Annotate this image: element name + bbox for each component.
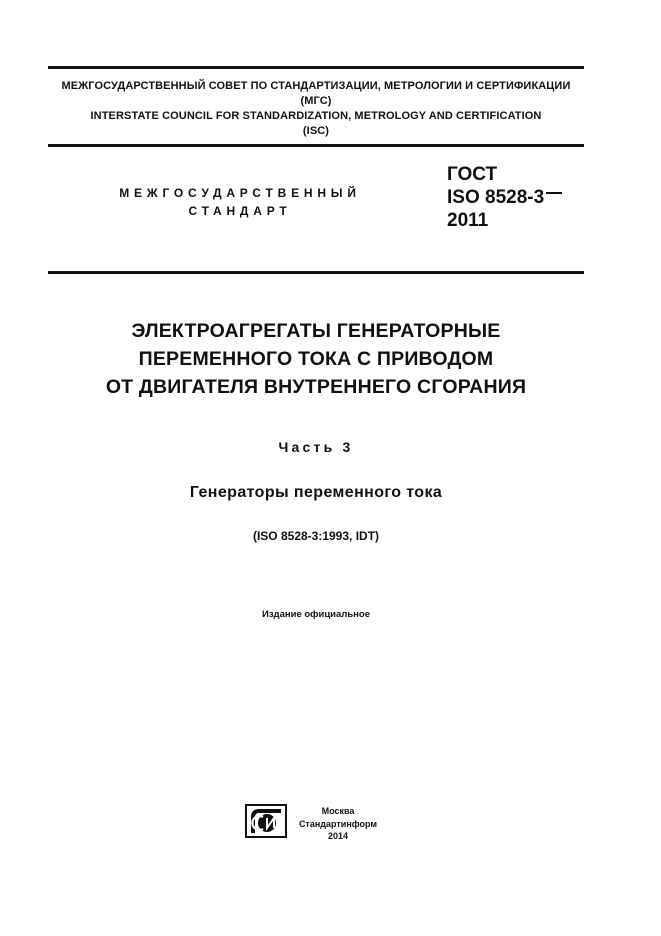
top-rule [48, 66, 584, 69]
standard-type [60, 184, 420, 220]
gost-designation [447, 163, 562, 232]
council-name-en: INTERSTATE COUNCIL FOR STANDARDIZATION, METROLOGY AND CERTIFICATION [90, 110, 542, 122]
gost-number-line [447, 186, 562, 209]
gost-year-dash [546, 192, 562, 194]
publisher-block [296, 805, 380, 843]
title-line1: ЭЛЕКТРОАГРЕГАТЫ ГЕНЕРАТОРНЫЕ [131, 320, 501, 342]
edition-note: Издание официальное [262, 609, 370, 620]
document-subtitle: Генераторы переменного тока [189, 484, 443, 501]
gost-year: 2011 [447, 210, 489, 231]
publisher-city: Москва [321, 806, 355, 816]
publisher-year: 2014 [327, 831, 349, 841]
header-rule [48, 144, 584, 147]
title-line2: ПЕРЕМЕННОГО ТОКА С ПРИВОДОМ [138, 348, 494, 370]
standard-type-line2: СТАНДАРТ [188, 204, 292, 218]
title-line3: ОТ ДВИГАТЕЛЯ ВНУТРЕННЕГО СГОРАНИЯ [105, 376, 527, 398]
part-label: Часть 3 [278, 439, 354, 455]
council-abbr-ru: (МГС) [300, 95, 332, 107]
designation-rule [48, 271, 584, 274]
publisher-name: Стандартинформ [298, 818, 378, 829]
document-title [48, 317, 584, 401]
gost-number: ISO 8528-3 [447, 187, 545, 208]
council-abbr-en: (ISC) [302, 125, 330, 137]
council-name-ru: МЕЖГОСУДАРСТВЕННЫЙ СОВЕТ ПО СТАНДАРТИЗАЦИИ, МЕТРОЛОГИИ И СЕРТИФИКАЦИИ [61, 80, 571, 92]
standard-type-line1: МЕЖГОСУДАРСТВЕННЫЙ [119, 186, 361, 200]
gost-label: ГОСТ [447, 164, 498, 185]
council-header [48, 79, 584, 139]
iso-reference: (ISO 8528-3:1993, IDT) [252, 529, 380, 543]
standartinform-logo-icon [245, 804, 287, 838]
